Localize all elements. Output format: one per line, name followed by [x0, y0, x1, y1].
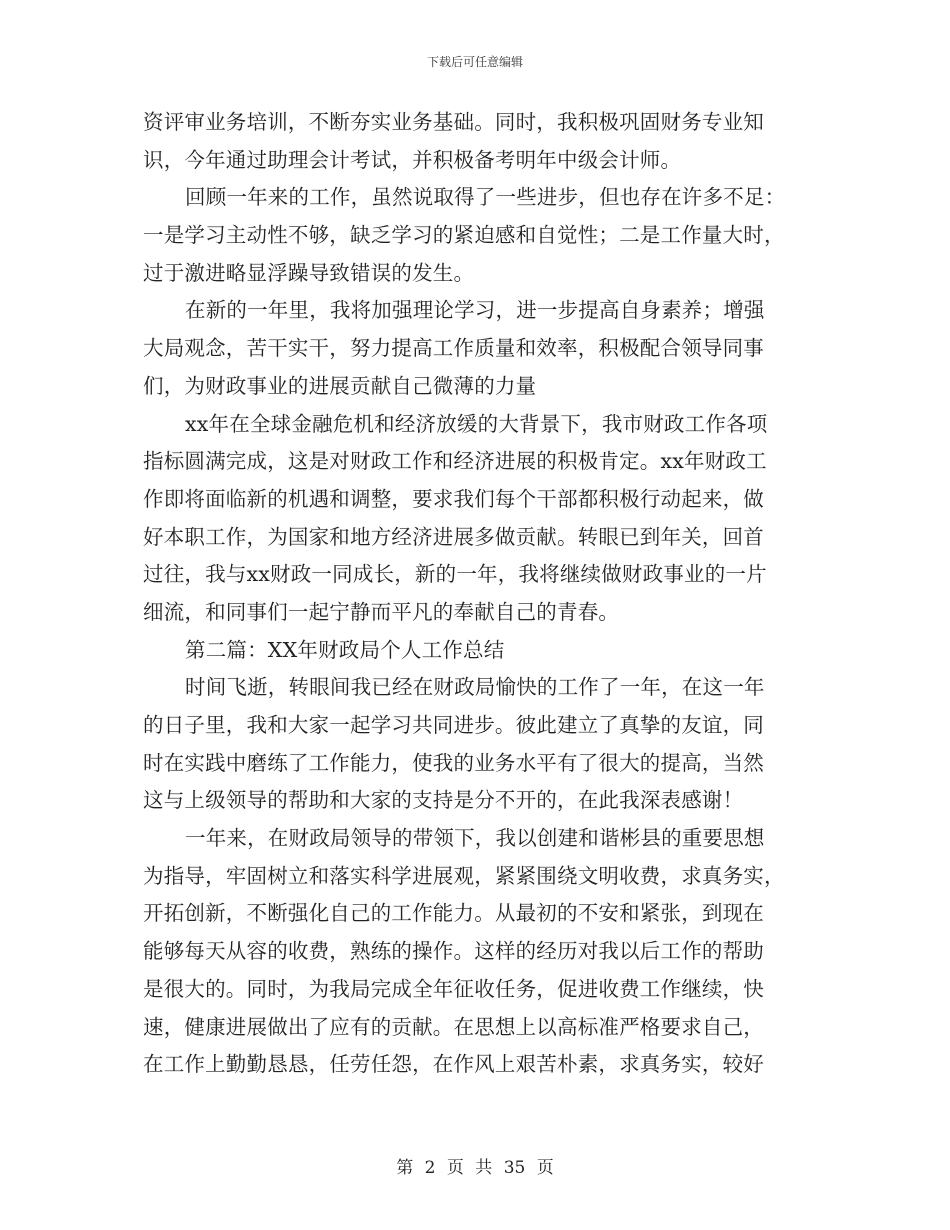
text-line: 一是学习主动性不够，缺乏学习的紧迫感和自觉性；二是工作量大时，: [143, 223, 785, 248]
text-line: 的日子里，我和大家一起学习共同进步。彼此建立了真挚的友谊，同: [143, 713, 764, 737]
text-line: 过于激进略显浮躁导致错误的发生。: [143, 260, 475, 285]
text-line: 在工作上勤勤恳恳，任劳任怨，在作风上艰苦朴素，求真务实，较好: [143, 1052, 764, 1077]
document-body: [143, 104, 807, 1084]
text-line: 这与上级领导的帮助和大家的支持是分不开的，在此我深表感谢！: [143, 788, 744, 813]
text-line: 在新的一年里，我将加强理论学习，进一步提高自身素养；增强: [185, 298, 765, 323]
text-line: 作即将面临新的机遇和调整，要求我们每个干部都积极行动起来，做: [143, 486, 764, 511]
text-line: 指标圆满完成，这是对财政工作和经济进展的积极肯定。xx年财政工: [143, 449, 767, 474]
text-line: 时在实践中磨练了工作能力，使我的业务水平有了很大的提高，当然: [143, 750, 764, 775]
text-line: 识，今年通过助理会计考试，并积极备考明年中级会计师。: [143, 147, 682, 172]
text-line: 资评审业务培训，不断夯实业务基础。同时，我积极巩固财务专业知: [143, 110, 764, 134]
text-line: 们，为财政事业的进展贡献自己微薄的力量: [143, 373, 537, 398]
text-line: xx年在全球金融危机和经济放缓的大背景下，我市财政工作各项: [185, 411, 768, 436]
text-line: 回顾一年来的工作，虽然说取得了一些进步，但也存在许多不足：: [185, 185, 786, 210]
text-line: 细流，和同事们一起宁静而平凡的奉献自己的青春。: [143, 599, 620, 624]
text-line: 过往，我与xx财政一同成长，新的一年，我将继续做财政事业的一片: [143, 562, 767, 587]
text-line: 为指导，牢固树立和落实科学进展观，紧紧围绕文明收费，求真务实，: [143, 863, 785, 888]
page-number-footer: 第 2 页 共 35 页: [396, 1158, 554, 1178]
text-line: 速，健康进展做出了应有的贡献。在思想上以高标准严格要求自己，: [143, 1014, 764, 1039]
text-line: 是很大的。同时，为我局完成全年征收任务，促进收费工作继续，快: [143, 976, 764, 1001]
text-line: 好本职工作，为国家和地方经济进展多做贡献。转眼已到年关，回首: [143, 524, 764, 549]
text-line: 能够每天从容的收费，熟练的操作。这样的经历对我以后工作的帮助: [143, 939, 764, 964]
text-line: 第二篇：XX年财政局个人工作总结: [185, 637, 505, 662]
page-header: 下载后可任意编辑: [426, 55, 523, 69]
text-line: 时间飞逝，转眼间我已经在财政局愉快的工作了一年，在这一年: [185, 675, 765, 700]
text-line: 开拓创新，不断强化自己的工作能力。从最初的不安和紧张，到现在: [143, 901, 764, 926]
text-line: 一年来，在财政局领导的带领下，我以创建和谐彬县的重要思想: [185, 826, 765, 851]
text-line: 大局观念，苦干实干，努力提高工作质量和效率，积极配合领导同事: [143, 336, 764, 361]
